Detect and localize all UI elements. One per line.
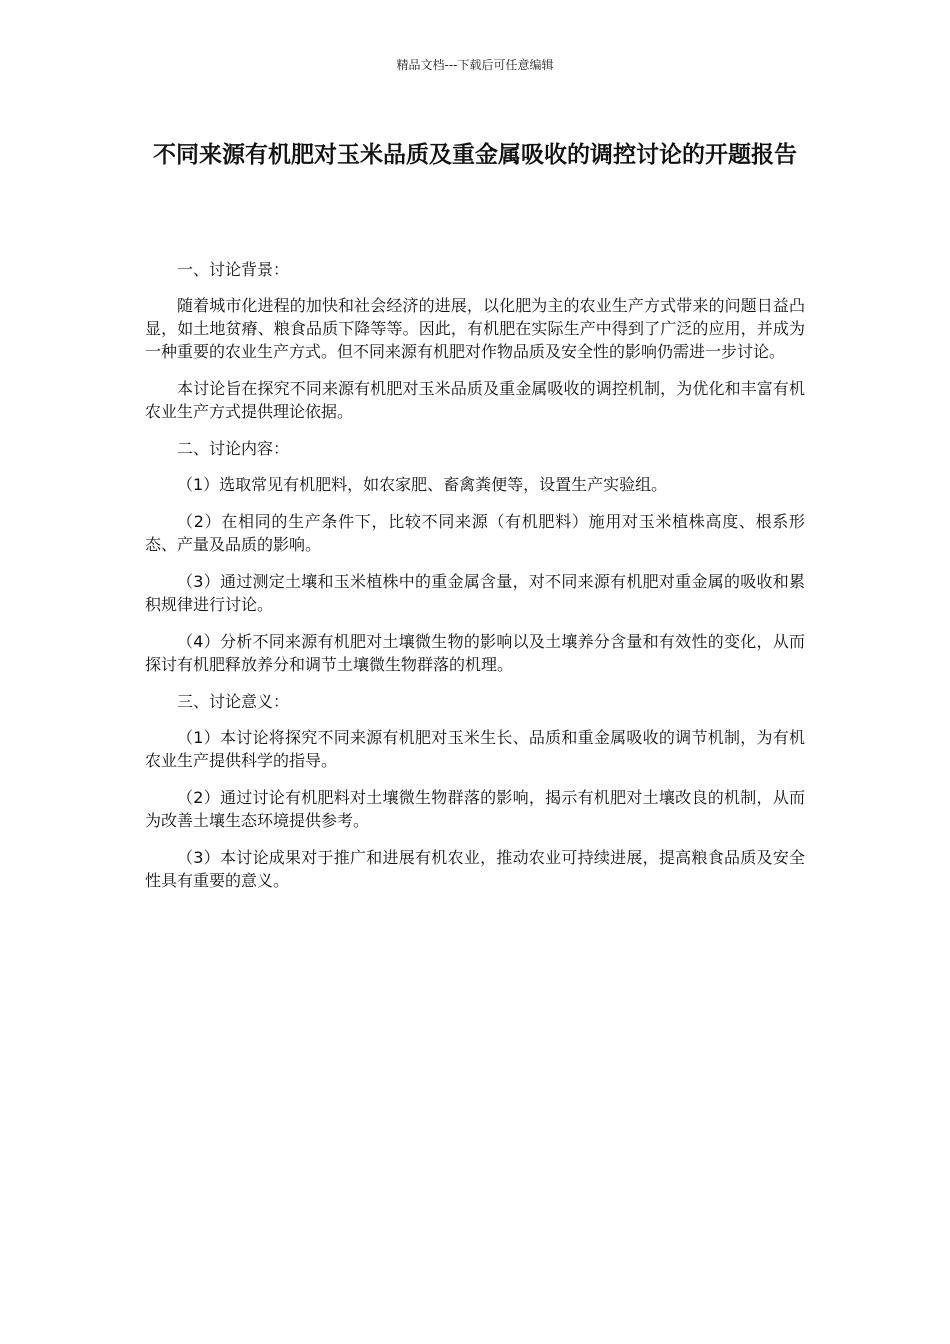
document-body (145, 258, 805, 906)
document-title: 不同来源有机肥对玉米品质及重金属吸收的调控讨论的开题报告 (153, 142, 797, 168)
content-item: （3）通过测定土壤和玉米植株中的重金属含量，对不同来源有机肥对重金属的吸收和累积规律进行讨论。 (145, 572, 805, 614)
page-header-watermark: 精品文档---下载后可任意编辑 (396, 58, 554, 72)
section-heading-content: 二、讨论内容： (177, 439, 290, 458)
background-paragraph: 随着城市化进程的加快和社会经济的进展，以化肥为主的农业生产方式带来的问题日益凸显，如土地贫瘠、粮食品质下降等等。因此，有机肥在实际生产中得到了广泛的应用，并成为一种重要的农业生产方式。但不同来源有机肥对作物品质及安全性的影响仍需进一步讨论。 (145, 296, 805, 361)
section-heading-background: 一、讨论背景： (177, 260, 290, 279)
content-item: （1）选取常见有机肥料，如农家肥、畜禽粪便等，设置生产实验组。 (177, 475, 668, 494)
significance-item: （1）本讨论将探究不同来源有机肥对玉米生长、品质和重金属吸收的调节机制，为有机农业生产提供科学的指导。 (145, 728, 805, 770)
background-paragraph: 本讨论旨在探究不同来源有机肥对玉米品质及重金属吸收的调控机制，为优化和丰富有机农业生产方式提供理论依据。 (145, 379, 805, 421)
significance-item: （2）通过讨论有机肥料对土壤微生物群落的影响，揭示有机肥对土壤改良的机制，从而为改善土壤生态环境提供参考。 (145, 788, 805, 830)
content-item: （2）在相同的生产条件下，比较不同来源（有机肥料）施用对玉米植株高度、根系形态、产量及品质的影响。 (145, 512, 805, 554)
significance-item: （3）本讨论成果对于推广和进展有机农业，推动农业可持续进展，提高粮食品质及安全性具有重要的意义。 (145, 848, 805, 890)
content-item: （4）分析不同来源有机肥对土壤微生物的影响以及土壤养分含量和有效性的变化，从而探讨有机肥释放养分和调节土壤微生物群落的机理。 (145, 632, 805, 674)
section-heading-significance: 三、讨论意义： (177, 692, 290, 711)
